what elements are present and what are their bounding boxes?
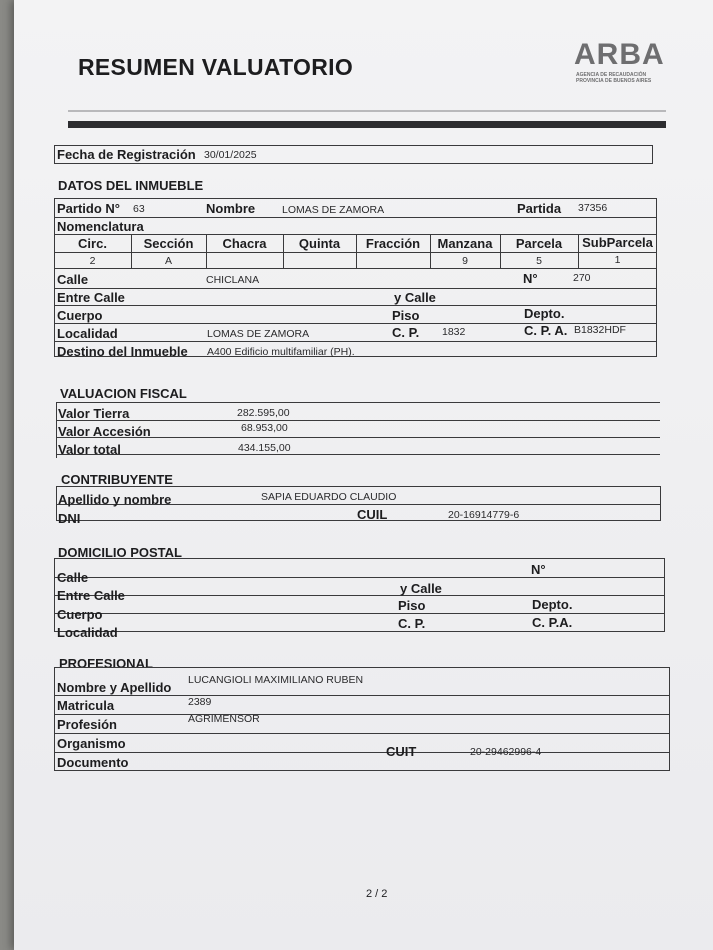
- numero-label: N°: [523, 271, 538, 286]
- valor-total-label: Valor total: [58, 442, 121, 457]
- cuit-value: 20-29462996-4: [470, 746, 542, 758]
- apellido-nombre-label: Apellido y nombre: [58, 492, 172, 507]
- localidad-label: Localidad: [57, 326, 118, 341]
- domicilio-cpa-label: C. P.A.: [532, 615, 573, 630]
- nomenclatura-value: A: [164, 255, 172, 267]
- documento-label: Documento: [57, 755, 129, 770]
- nomenclatura-header: Sección: [143, 236, 194, 251]
- nomenclatura-header: Manzana: [437, 236, 493, 251]
- calle-value: CHICLANA: [206, 274, 260, 286]
- page-title: RESUMEN VALUATORIO: [78, 54, 354, 80]
- header-divider-thin: [68, 110, 666, 112]
- domicilio-y-calle-label: y Calle: [400, 581, 442, 596]
- profesional-nombre-label: Nombre y Apellido: [57, 680, 172, 695]
- nomenclatura-header: SubParcela: [582, 235, 653, 250]
- partida-label: Partida: [517, 201, 562, 216]
- nomenclatura-label: Nomenclatura: [57, 219, 144, 234]
- cuil-value: 20-16914779-6: [448, 509, 520, 521]
- section-valuacion-fiscal: VALUACION FISCAL: [60, 386, 187, 401]
- fecha-registro-label: Fecha de Registración: [57, 147, 196, 162]
- section-domicilio-postal: DOMICILIO POSTAL: [58, 545, 182, 560]
- domicilio-entre-calle-label: Entre Calle: [57, 588, 125, 603]
- nomenclatura-header: Parcela: [515, 236, 563, 251]
- valor-accesion-value: 68.953,00: [241, 422, 288, 434]
- valor-tierra-label: Valor Tierra: [58, 406, 130, 421]
- section-datos-inmueble: DATOS DEL INMUEBLE: [58, 178, 204, 193]
- profesional-nombre-value: LUCANGIOLI MAXIMILIANO RUBEN: [188, 674, 364, 686]
- destino-value: A400 Edificio multifamiliar (PH).: [207, 346, 355, 358]
- partido-value: 63: [133, 203, 145, 215]
- organismo-label: Organismo: [57, 736, 126, 751]
- cuit-label: CUIT: [386, 744, 417, 759]
- profesion-value: AGRIMENSOR: [188, 713, 260, 725]
- document-page: [14, 0, 713, 950]
- domicilio-localidad-label: Localidad: [57, 625, 118, 640]
- localidad-value: LOMAS DE ZAMORA: [207, 328, 310, 340]
- cp-label: C. P.: [392, 325, 420, 340]
- cpa-label: C. P. A.: [524, 323, 568, 338]
- cuil-label: CUIL: [357, 507, 388, 522]
- fecha-registro-value: 30/01/2025: [204, 149, 257, 161]
- nomenclatura-header: Circ.: [78, 236, 107, 251]
- depto-label: Depto.: [524, 306, 565, 321]
- nomenclatura-value: 2: [89, 255, 96, 267]
- domicilio-cuerpo-label: Cuerpo: [57, 607, 103, 622]
- domicilio-numero-label: N°: [531, 562, 546, 577]
- cuerpo-label: Cuerpo: [57, 308, 103, 323]
- partida-value: 37356: [578, 202, 608, 214]
- header-divider-thick: [68, 121, 666, 128]
- page-number: 2 / 2: [366, 888, 388, 900]
- piso-label: Piso: [392, 308, 420, 323]
- y-calle-label: y Calle: [394, 290, 436, 305]
- section-profesional: PROFESIONAL: [59, 656, 153, 671]
- matricula-label: Matricula: [57, 698, 115, 713]
- destino-label: Destino del Inmueble: [57, 344, 188, 359]
- partido-label: Partido N°: [57, 201, 120, 216]
- valor-total-value: 434.155,00: [238, 442, 291, 454]
- nomenclatura-header: Chacra: [222, 236, 267, 251]
- nombre-value: LOMAS DE ZAMORA: [282, 204, 385, 216]
- nomenclatura-header: Fracción: [365, 236, 421, 251]
- profesion-label: Profesión: [57, 717, 117, 732]
- valor-accesion-label: Valor Accesión: [58, 424, 151, 439]
- nomenclatura-value: 5: [536, 255, 542, 267]
- nomenclatura-header: Quinta: [298, 236, 341, 251]
- cpa-value: B1832HDF: [574, 324, 626, 336]
- calle-label: Calle: [57, 272, 89, 287]
- entre-calle-label: Entre Calle: [57, 290, 125, 305]
- arba-logo: ARBA: [574, 38, 665, 71]
- domicilio-depto-label: Depto.: [532, 597, 573, 612]
- apellido-nombre-value: SAPIA EDUARDO CLAUDIO: [261, 491, 397, 503]
- cp-value: 1832: [442, 326, 466, 338]
- dni-label: DNI: [58, 511, 81, 526]
- numero-value: 270: [573, 272, 591, 284]
- domicilio-piso-label: Piso: [398, 598, 426, 613]
- domicilio-calle-label: Calle: [57, 570, 89, 585]
- domicilio-cp-label: C. P.: [398, 616, 426, 631]
- nombre-label: Nombre: [206, 201, 256, 216]
- valor-tierra-value: 282.595,00: [237, 407, 290, 419]
- nomenclatura-value: 9: [462, 255, 468, 267]
- arba-logo-subtitle: AGENCIA DE RECAUDACIÓN PROVINCIA DE BUENOS AIRES: [576, 72, 652, 84]
- nomenclatura-value: 1: [614, 254, 621, 266]
- matricula-value: 2389: [188, 696, 212, 708]
- section-contribuyente: CONTRIBUYENTE: [61, 472, 173, 487]
